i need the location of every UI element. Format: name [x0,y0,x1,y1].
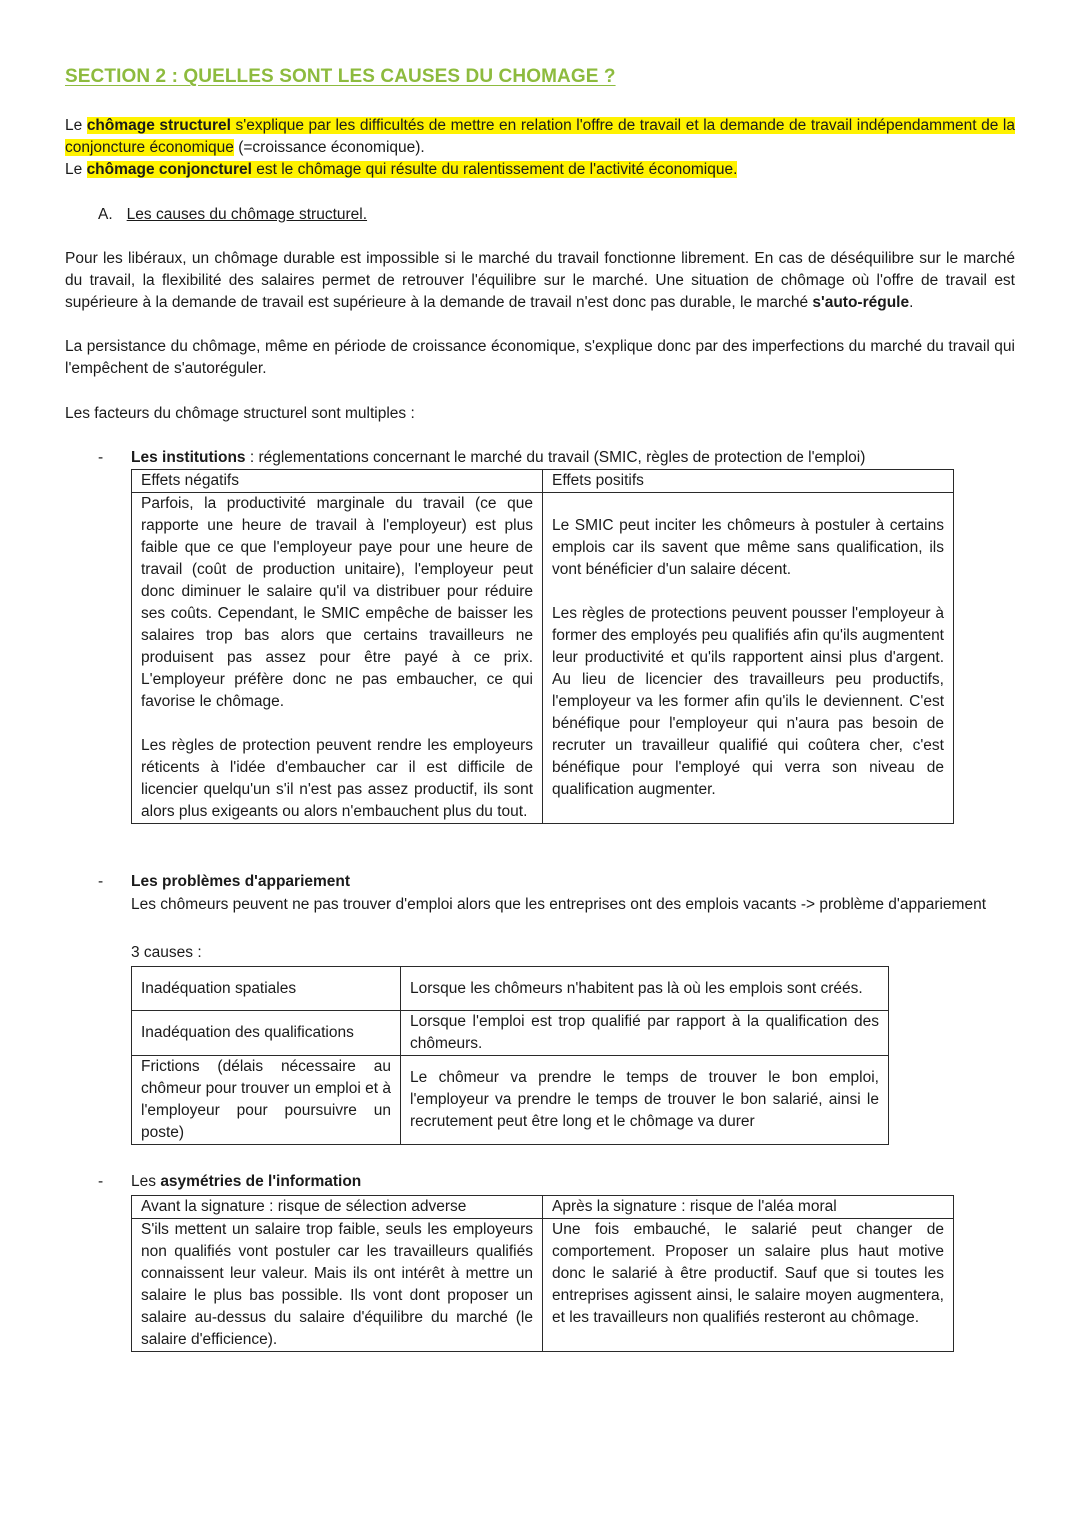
causes-label: 3 causes : [131,944,202,961]
col-header-before: Avant la signature : risque de sélection adverse [132,1196,543,1219]
intro-paragraph-3: Les facteurs du chômage structurel sont multiples : [65,405,415,422]
before-signature-cell: S'ils mettent un salaire trop faible, seuls les employeurs non qualifiés vont postuler car les travailleurs qualifiés connaissent leur valeur. Mais ils ont intérêt à mettre un salaire le plus bas possible. Ils vont dont proposer un salaire au-dessus du salaire d'équilibre du marché (le salaire d'efficience). [132,1219,543,1352]
table-row [132,470,954,493]
col-header-negative: Effets négatifs [132,470,543,493]
table-row [132,1011,889,1056]
col-header-after: Après la signature : risque de l'aléa moral [543,1196,954,1219]
definition-structurel: Le chômage structurel s'explique par les difficultés de mettre en relation l'offre de travail et la demande de travail indépendamment de la conjoncture économique (=croissance économique). [65,117,1015,156]
cause-cell: Frictions (délais nécessaire au chômeur pour trouver un emploi et à l'employeur pour poursuivre un poste) [132,1056,401,1145]
definition-conjoncturel: Le chômage conjoncturel est le chômage qui résulte du ralentissement de l'activité économique. [65,161,738,178]
cause-description: Lorsque l'emploi est trop qualifié par rapport à la qualification des chômeurs. [401,1011,889,1056]
intro-paragraph-2: La persistance du chômage, même en période de croissance économique, s'explique donc par des imperfections du marché du travail qui l'empêchent de s'autoréguler. [65,338,1015,377]
cause-description: Le chômeur va prendre le temps de trouver le bon emploi, l'employeur va prendre le temps de trouver le bon salarié, ainsi le recrutement peut être long et le chômage va durer [401,1056,889,1145]
appariement-text: Les chômeurs peuvent ne pas trouver d'emploi alors que les entreprises ont des emplois vacants -> problème d'appariement [131,896,987,913]
cause-description: Lorsque les chômeurs n'habitent pas là où les emplois sont créés. [401,967,889,1011]
table-row [132,493,954,824]
intro-paragraph-1: Pour les libéraux, un chômage durable est impossible si le marché du travail fonctionne librement. En cas de déséquilibre sur le marché du travail, la flexibilité des salaires permet de retrouver l'équilibre sur le marché. Une situation de chômage où l'offre de travail est supérieure à la demande de travail est supérieure à la demande de travail n'est donc pas durable, le marché s'auto-régule. [65,250,1015,311]
institutions-label: Les institutions : réglementations concernant le marché du travail (SMIC, règles de protection de l'emploi) [131,449,866,466]
appariement-table [131,966,889,1145]
positive-effects-cell: Le SMIC peut inciter les chômeurs à postuler à certains emplois car ils savent que même sans qualification, ils vont bénéficier d'un salaire décent. Les règles de protections peuvent pousser l'employeur à former des employés peu qualifiés afin qu'ils augmentent leur productivité et qu'ils rapportent ainsi plus d'argent. Au lieu de licencier des travailleurs peu productifs, l'employeur va les former afin qu'ils le deviennent. C'est bénéfique pour l'employeur qui n'aura pas besoin de recruter un travailleur qualifié qui coûtera cher, c'est bénéfique pour l'employé qui verra son niveau de qualification augmenter. [543,493,954,824]
definitions [65,115,1015,181]
negative-effects-cell: Parfois, la productivité marginale du travail (ce que rapporte une heure de travail à l'employeur) est plus faible que ce que l'employeur paye pour une heure de travail (coût de production unitaire), l'employeur peut donc diminuer le salaire qu'il va distribuer pour réduire ses coûts. Cependant, le SMIC empêche de baisser les salaires trop bas alors que certains travailleurs ne produisent pas assez pour être payé à ce prix. L'employeur préfère donc ne pas embaucher, ce qui favorise le chômage. Les règles de protection peuvent rendre les employeurs réticents à l'idée d'embaucher car il est difficile de licencier quelqu'un s'il n'est pas assez productif, ils sont alors plus exigeants ou alors n'embauchent plus du tout. [132,493,543,824]
asymetries-table [131,1195,954,1352]
appariement-label: Les problèmes d'appariement [131,873,351,890]
cause-cell: Inadéquation spatiales [132,967,401,1011]
cause-cell: Inadéquation des qualifications [132,1011,401,1056]
table-row [132,1196,954,1219]
section-title: SECTION 2 : QUELLES SONT LES CAUSES DU CHOMAGE ? [65,66,616,87]
table-row [132,1219,954,1352]
after-signature-cell: Une fois embauché, le salarié peut changer de comportement. Proposer un salaire plus haut motive donc le salarié à être productif. Sauf que si toutes les entreprises agissent ainsi, le salaire moyen augmentera, et les travailleurs non qualifiés resteront au chômage. [543,1219,954,1352]
table-row [132,967,889,1011]
asymetries-label: Les asymétries de l'information [131,1173,362,1190]
subsection-heading: A. Les causes du chômage structurel. [98,206,368,223]
bullet-dash: - [98,873,104,890]
subsection-title: Les causes du chômage structurel. [126,206,368,223]
institutions-table [131,469,954,824]
bullet-dash: - [98,449,104,466]
table-row [132,1056,889,1145]
bullet-dash: - [98,1173,104,1190]
col-header-positive: Effets positifs [543,470,954,493]
